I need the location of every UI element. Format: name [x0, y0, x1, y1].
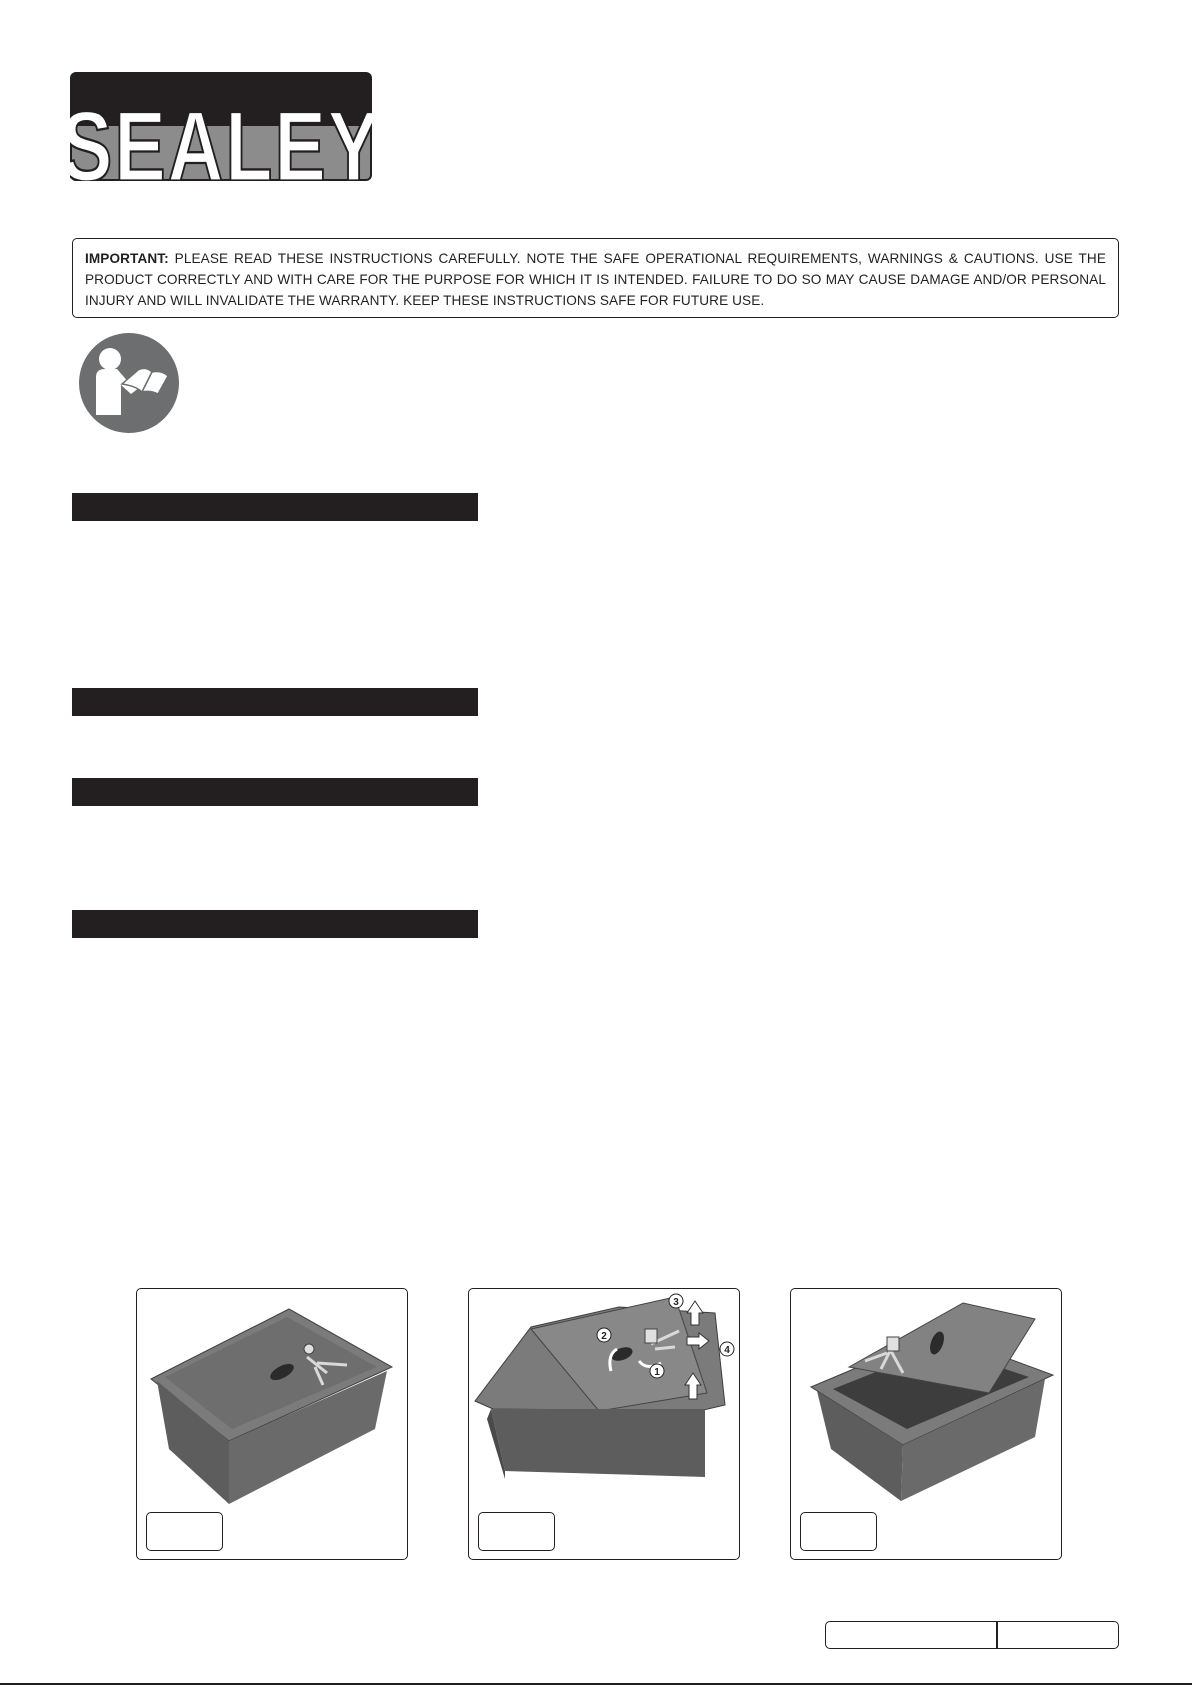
logo-wordmark: SEALEY	[70, 91, 372, 181]
section-header-bar	[72, 778, 478, 806]
figure-opening-steps	[468, 1288, 740, 1560]
read-manual-icon	[78, 332, 180, 434]
sealey-logo	[70, 72, 372, 181]
notice-text: PLEASE READ THESE INSTRUCTIONS CAREFULLY. NOTE THE SAFE OPERATIONAL REQUIREMENTS, WARNINGS & CAUTIONS. USE THE PRODUCT CORRECTLY AND WITH CARE FOR THE PURPOSE FOR WHICH IT IS INTENDED. FAILURE TO DO SO MAY CAUSE DAMAGE AND/OR PERSONAL INJURY AND WILL INVALIDATE THE WARRANTY. KEEP THESE INSTRUCTIONS SAFE FOR FUTURE USE.	[85, 251, 1106, 308]
svg-text:3: 3	[673, 1297, 679, 1308]
svg-text:2: 2	[601, 1331, 607, 1342]
svg-text:4: 4	[724, 1345, 730, 1356]
reference-divider	[996, 1622, 998, 1648]
figure-label-box	[800, 1512, 877, 1551]
figure-label-box	[478, 1512, 555, 1551]
important-notice	[72, 238, 1119, 318]
svg-text:1: 1	[654, 1367, 660, 1378]
figure-open-safe	[790, 1288, 1062, 1560]
notice-lead: IMPORTANT:	[85, 251, 169, 266]
figure-closed-safe	[136, 1288, 408, 1560]
section-header-bar	[72, 910, 478, 938]
section-header-bar	[72, 493, 478, 521]
model-reference-box	[825, 1621, 1119, 1649]
section-header-bar	[72, 688, 478, 716]
figure-label-box	[146, 1512, 223, 1551]
